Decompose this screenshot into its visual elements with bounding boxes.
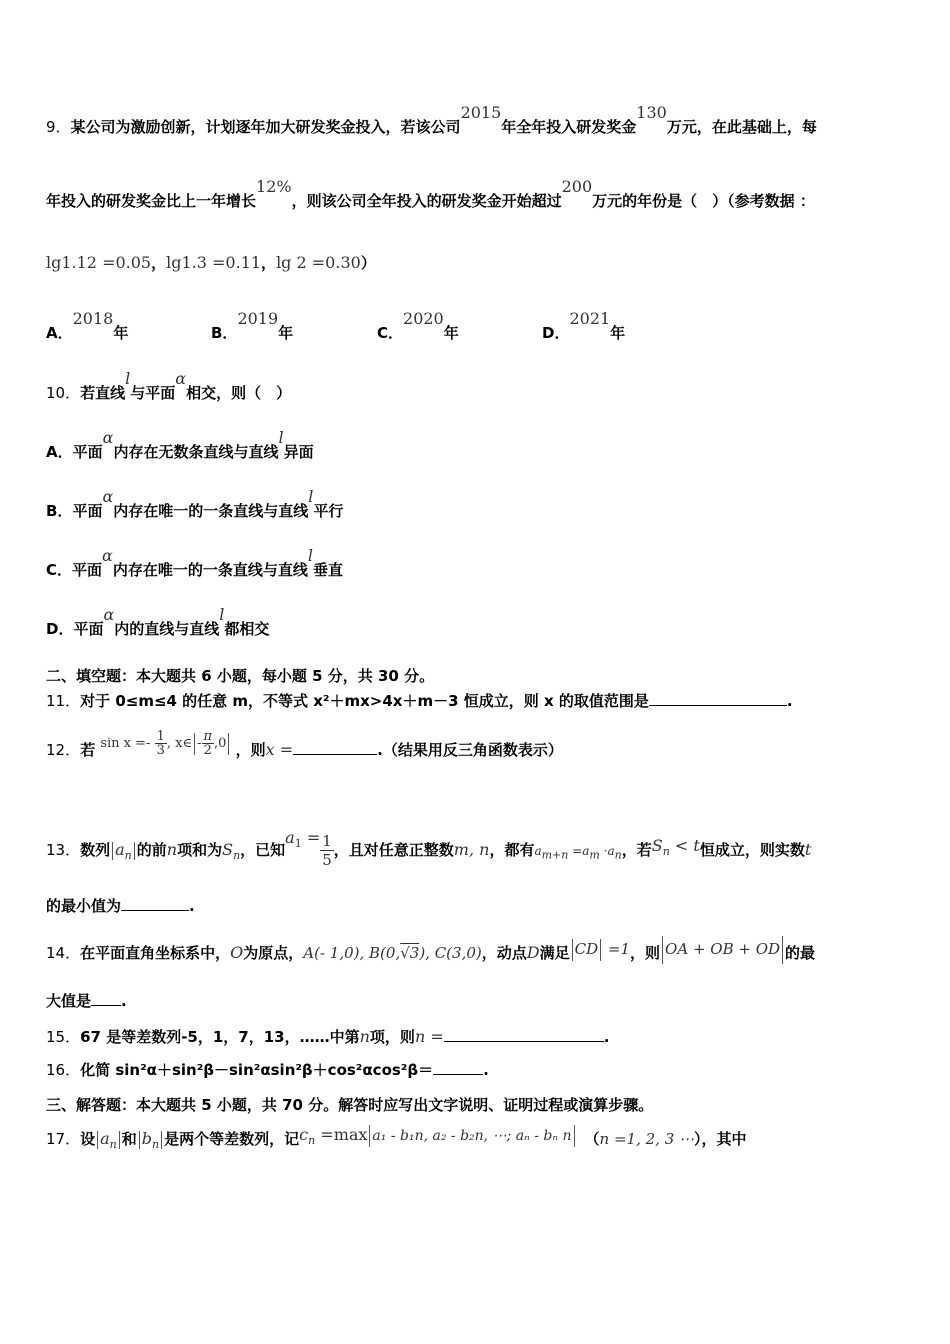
q13-text: ，已知 — [240, 841, 286, 859]
option-label: D． — [46, 620, 74, 638]
frac-den: 2 — [203, 743, 212, 758]
q14-text: ，动点 — [481, 944, 527, 962]
math-sub: n — [308, 1134, 316, 1148]
q15 — [46, 1026, 609, 1047]
q15-text: 67 是等差数列-5，1，7，13，……中第 — [80, 1028, 360, 1046]
math-var: n — [166, 840, 178, 859]
q13-text: ，若 — [621, 841, 652, 859]
answer-blank[interactable] — [444, 1029, 604, 1042]
math-var: ·a — [603, 844, 615, 858]
brace — [119, 1131, 120, 1149]
answer-blank[interactable] — [91, 993, 121, 1006]
q9-text: 年全年投入研发奖金 — [501, 118, 637, 136]
option-text: 都相交 — [224, 620, 270, 638]
math-var: S — [222, 840, 234, 859]
option-text: 内的直线与直线 — [114, 620, 220, 638]
q9-text: 万元的年份是（ ）（参考数据 ： — [592, 192, 815, 210]
math-var: S — [651, 836, 663, 855]
q14-sum — [660, 940, 785, 958]
option-value: 2019 — [237, 309, 279, 328]
math-sub: n — [109, 1138, 117, 1151]
option-value: 2020 — [403, 309, 444, 328]
q10-option-b[interactable] — [46, 487, 344, 521]
q9-text: ，则该公司全年投入的研发奖金开始超过 — [291, 192, 562, 210]
option-label: A． — [46, 324, 73, 342]
q12-var: x = — [265, 740, 294, 759]
q9-amount: 130 — [636, 103, 667, 122]
alpha-symbol: α — [103, 605, 115, 624]
q12-text: .（结果用反三角函数表示） — [377, 741, 563, 759]
q12 — [46, 729, 563, 765]
q14-text: 满足 — [539, 944, 570, 962]
math-text: =max — [320, 1125, 368, 1144]
q14-text: 大值是 — [46, 992, 92, 1010]
fraction — [320, 832, 334, 869]
q10-option-a[interactable] — [46, 428, 314, 462]
math-text: sin x =- — [100, 736, 151, 751]
q11-end: . — [786, 692, 793, 710]
q13-end: . — [189, 897, 195, 915]
brace — [139, 1131, 140, 1149]
q14-condition — [570, 940, 630, 958]
q15-text: 项，则 — [369, 1028, 415, 1046]
math-var: =a — [572, 844, 590, 858]
q16 — [46, 1059, 489, 1080]
math-sub: n — [152, 1138, 160, 1151]
frac-num: π — [203, 729, 213, 744]
q17-text: ），其中 — [694, 1130, 747, 1148]
q9-percent: 12% — [256, 177, 292, 196]
q10-number: 10． — [46, 384, 81, 402]
q10-stem — [46, 369, 292, 403]
q9-year: 2015 — [460, 103, 502, 122]
math-text: ,0 — [214, 736, 227, 751]
option-text: 平面 — [73, 620, 104, 638]
q9-line2 — [46, 177, 815, 211]
q16-text: 化简 sin²α＋sin²β－sin²αsin²β＋cos²αcos²β＝ — [80, 1061, 434, 1079]
answer-blank[interactable] — [433, 1062, 483, 1075]
q9-option-b[interactable] — [211, 309, 294, 343]
q14-text: ，则 — [630, 944, 661, 962]
answer-blank[interactable] — [293, 742, 377, 755]
abs-bar — [600, 939, 601, 961]
frac-den: 3 — [156, 743, 165, 758]
option-label: C． — [46, 561, 73, 579]
q15-end: . — [603, 1028, 610, 1046]
brace — [574, 1125, 575, 1147]
option-label: B． — [211, 324, 238, 342]
fraction — [155, 730, 167, 757]
option-value: 2021 — [569, 309, 611, 328]
paren — [194, 733, 195, 755]
q14-number: 14． — [46, 944, 81, 962]
option-text: 异面 — [283, 443, 314, 461]
option-text: 平面 — [72, 443, 103, 461]
alpha-symbol: α — [102, 428, 114, 447]
q12-condition — [100, 729, 235, 758]
option-text: 平行 — [313, 502, 344, 520]
q10-option-d[interactable] — [46, 605, 270, 639]
alpha-symbol: α — [102, 487, 114, 506]
q9-text: 年投入的研发奖金比上一年增长 — [46, 192, 257, 210]
q12-text: 若 — [80, 741, 96, 759]
option-unit: 年 — [443, 324, 459, 342]
math-text: 3 — [409, 944, 420, 962]
q9-number: 9． — [46, 118, 71, 136]
option-unit: 年 — [610, 324, 626, 342]
math-sub: m+n — [541, 848, 569, 862]
math-var: c — [299, 1125, 309, 1144]
q9-target: 200 — [561, 177, 593, 196]
q11-number: 11． — [46, 692, 81, 710]
q14-line1 — [46, 940, 815, 968]
brace — [97, 1131, 98, 1149]
option-label: B． — [46, 502, 73, 520]
q17-number: 17． — [46, 1130, 81, 1148]
q9-option-c[interactable] — [377, 309, 459, 343]
brace — [369, 1125, 370, 1147]
q13-text: 项和为 — [177, 841, 223, 859]
math-text: , x∈ — [166, 736, 193, 751]
q14-text: 在平面直角坐标系中， — [80, 944, 231, 962]
frac-den: 5 — [322, 851, 332, 869]
q16-number: 16． — [46, 1061, 81, 1079]
q13-number: 13． — [46, 841, 81, 859]
q9-text: 万元，在此基础上，每 — [666, 118, 817, 136]
option-text: 平面 — [72, 561, 103, 579]
q15-number: 15． — [46, 1028, 81, 1046]
q13-text: 恒成立，则实数 — [699, 841, 805, 859]
q10-line-l: l — [125, 369, 131, 388]
q10-plane-alpha: α — [175, 369, 187, 388]
q9-option-a[interactable] — [46, 309, 129, 343]
alpha-symbol: α — [102, 546, 113, 565]
q9-ref: lg1.12 =0.05，lg1.3 =0.11，lg 2 =0.30） — [46, 253, 376, 272]
brace — [134, 842, 135, 860]
q14-text: 的最 — [785, 944, 816, 962]
paren — [228, 733, 229, 755]
q14-points — [303, 944, 482, 962]
q17-text: 是两个等差数列，记 — [164, 1130, 300, 1148]
abs-bar — [782, 936, 783, 964]
q13-relation — [534, 844, 622, 862]
math-sub: 1 — [294, 837, 302, 851]
math-sub: n — [124, 849, 132, 862]
math-text: - — [197, 736, 202, 751]
answer-blank[interactable] — [649, 693, 787, 706]
q17-text: 和 — [121, 1130, 137, 1148]
brace — [112, 842, 113, 860]
abs-bar — [572, 939, 573, 961]
math-sub: n — [233, 849, 241, 862]
frac-num: 1 — [322, 832, 332, 850]
math-text: =1 — [607, 940, 631, 958]
q17 — [46, 1125, 747, 1151]
l-symbol: l — [307, 546, 313, 565]
q11-text: 对于 0≤m≤4 的任意 m，不等式 x²＋mx>4x＋m－3 恒成立，则 x 的取值范围是 — [80, 692, 649, 710]
option-value: 2018 — [72, 309, 114, 328]
option-text: 平面 — [72, 502, 103, 520]
answer-blank[interactable] — [121, 898, 189, 911]
math-sub: m — [589, 848, 600, 862]
option-unit: 年 — [278, 324, 294, 342]
option-unit: 年 — [113, 324, 129, 342]
math-var: D — [526, 943, 540, 962]
q10-text: 相交，则（ ） — [186, 384, 292, 402]
q14-text: 为原点， — [243, 944, 304, 962]
math-text: A(- 1,0), B(0, — [303, 944, 401, 962]
math-var: a — [100, 1129, 110, 1148]
q17-text: （ — [584, 1130, 600, 1148]
math-text: ), C(3,0) — [419, 944, 482, 962]
math-text: n =1, 2, 3 ⋯ — [599, 1130, 694, 1148]
q13-ineq — [651, 836, 700, 859]
option-label: C． — [377, 324, 404, 342]
abs-bar — [662, 936, 663, 964]
q13-text: 数列 — [80, 841, 111, 859]
q9-ref-value: lg1.3 =0.11 — [166, 253, 262, 272]
q14-line2 — [46, 990, 127, 1011]
q10-text: 与平面 — [130, 384, 176, 402]
l-symbol: l — [278, 428, 284, 447]
q9-ref-value: lg 2 =0.30 — [276, 253, 361, 272]
math-var: b — [141, 1129, 153, 1148]
section-heading: 二、填空题：本大题共 6 小题，每小题 5 分，共 30 分。 — [46, 667, 435, 685]
q17-def — [299, 1125, 576, 1148]
option-text: 内存在唯一的一条直线与直线 — [112, 561, 308, 579]
math-var: n = — [414, 1027, 444, 1046]
option-label: A． — [46, 443, 73, 461]
q13-text: ，都有 — [489, 841, 535, 859]
math-var: t — [804, 840, 812, 859]
q17-text: 设 — [80, 1130, 96, 1148]
sqrt: √3 — [400, 944, 420, 962]
math-sub: n — [614, 848, 622, 862]
math-var: n — [359, 1027, 370, 1046]
l-symbol: l — [219, 605, 225, 624]
math-var: a — [285, 828, 295, 847]
option-text: 内存在唯一的一条直线与直线 — [113, 502, 309, 520]
q10-option-c[interactable] — [46, 546, 343, 580]
math-var: CD — [574, 940, 599, 958]
option-text: 内存在无数条直线与直线 — [113, 443, 279, 461]
q9-line1 — [46, 103, 817, 137]
math-var: m, n — [453, 840, 490, 859]
q13-text: 的最小值为 — [46, 897, 122, 915]
q13-line1 — [46, 828, 812, 869]
l-symbol: l — [308, 487, 314, 506]
q12-number: 12． — [46, 741, 81, 759]
option-text: 垂直 — [312, 561, 343, 579]
q13-line2 — [46, 895, 195, 916]
math-sub: n — [662, 845, 670, 859]
q16-end: . — [483, 1061, 489, 1079]
q13-a1 — [285, 828, 321, 851]
math-var: a — [115, 840, 125, 859]
q11 — [46, 690, 793, 711]
math-var: < t — [674, 836, 700, 855]
math-text: a₁ - b₁n, a₂ - b₂n, ⋯; aₙ - bₙ n — [372, 1128, 572, 1144]
q13-text: ，且对任意正整数 — [333, 841, 454, 859]
q10-text: 若直线 — [80, 384, 126, 402]
brace — [161, 1131, 162, 1149]
q13-text: 的前 — [136, 841, 167, 859]
math-text: = — [306, 828, 321, 847]
q9-text: 某公司为激励创新，计划逐年加大研发奖金投入，若该公司 — [70, 118, 461, 136]
math-var: a — [534, 844, 542, 858]
q9-text: ） — [360, 254, 376, 272]
q14-end: . — [121, 992, 127, 1010]
frac-num: 1 — [156, 729, 165, 744]
option-label: D． — [542, 324, 570, 342]
section-heading: 三、解答题：本大题共 5 小题，共 70 分。解答时应写出文字说明、证明过程或演算步骤。 — [46, 1096, 654, 1114]
q9-option-d[interactable] — [542, 309, 626, 343]
math-text: OA + OB + OD — [665, 940, 781, 958]
q12-text: ，则 — [235, 741, 266, 759]
q9-ref-value: lg1.12 =0.05 — [46, 253, 152, 272]
math-var: O — [230, 943, 244, 962]
fraction — [202, 730, 215, 757]
